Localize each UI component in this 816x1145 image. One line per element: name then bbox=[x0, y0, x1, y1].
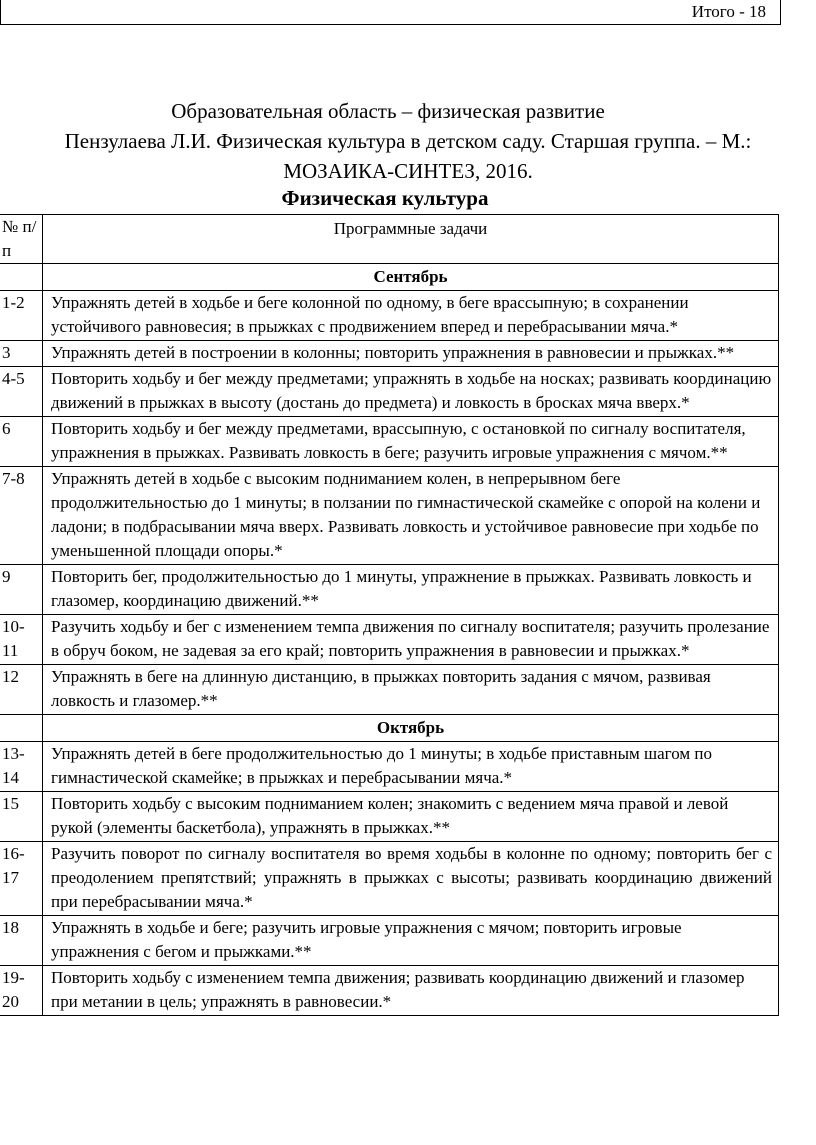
table-row bbox=[0, 565, 779, 615]
month-row bbox=[0, 715, 779, 742]
row-number: 13-14 bbox=[0, 742, 43, 792]
table-row bbox=[0, 367, 779, 417]
total-label: Итого - 18 bbox=[691, 2, 766, 21]
row-task-text: Повторить ходьбу с изменением темпа движения; развивать координацию движений и глазомер при метании в цель; упражнять в равновесии.* bbox=[43, 966, 779, 1016]
table-row bbox=[0, 467, 779, 565]
table-row bbox=[0, 665, 779, 715]
row-task-text: Упражнять детей в беге продолжительностью до 1 минуты; в ходьбе приставным шагом по гимнастической скамейке; в прыжках и перебрасывании мяча.* bbox=[43, 742, 779, 792]
table-row bbox=[0, 842, 779, 916]
row-task-text: Разучить ходьбу и бег с изменением темпа движения по сигналу воспитателя; разучить пролезание в обруч боком, не задевая за его край; повторить упражнения в равновесии и прыжках.* bbox=[43, 615, 779, 665]
row-task-text: Повторить ходьбу с высоким подниманием колен; знакомить с ведением мяча правой и левой рукой (элементы баскетбола), упражнять в прыжках.** bbox=[43, 792, 779, 842]
source-line-1: Пензулаева Л.И. Физическая культура в детском саду. Старшая группа. – М.: bbox=[64, 129, 752, 153]
row-number: 9 bbox=[0, 565, 43, 615]
col-tasks-header: Программные задачи bbox=[43, 215, 779, 264]
month-empty-cell bbox=[0, 264, 43, 291]
row-number: 3 bbox=[0, 341, 43, 367]
month-name: Октябрь bbox=[43, 715, 779, 742]
row-number: 16-17 bbox=[0, 842, 43, 916]
row-number: 12 bbox=[0, 665, 43, 715]
month-name: Сентябрь bbox=[43, 264, 779, 291]
row-number: 1-2 bbox=[0, 291, 43, 341]
row-number: 10-11 bbox=[0, 615, 43, 665]
program-tasks-table bbox=[0, 214, 779, 1016]
row-task-text: Упражнять детей в ходьбе и беге колонной по одному, в беге врассыпную; в сохранении устойчивого равновесия; в прыжках с продвижением вперед и перебрасывании мяча.* bbox=[43, 291, 779, 341]
subject-heading: Образовательная область – физическая развитие bbox=[171, 99, 605, 123]
row-task-text: Разучить поворот по сигналу воспитателя во время ходьбы в колонне по одному; повторить бег с преодолением препятствий; упражнять в прыжках с высоты; развивать координацию движений при перебрасывании мяча.* bbox=[43, 842, 779, 916]
month-row bbox=[0, 264, 779, 291]
row-number: 7-8 bbox=[0, 467, 43, 565]
row-number: 15 bbox=[0, 792, 43, 842]
source-line-2: МОЗАИКА-СИНТЕЗ, 2016. bbox=[283, 159, 533, 183]
table-row bbox=[0, 916, 779, 966]
table-row bbox=[0, 792, 779, 842]
total-box bbox=[0, 0, 781, 25]
table-header-row bbox=[0, 215, 779, 264]
row-task-text: Повторить ходьбу и бег между предметами; упражнять в ходьбе на носках; развивать координацию движений в прыжках в высоту (достань до предмета) и ловкость в бросках мяча вверх.* bbox=[43, 367, 779, 417]
table-row bbox=[0, 291, 779, 341]
table-row bbox=[0, 966, 779, 1016]
row-task-text: Упражнять в беге на длинную дистанцию, в прыжках повторить задания с мячом, развивая ловкость и глазомер.** bbox=[43, 665, 779, 715]
row-task-text: Упражнять детей в построении в колонны; повторить упражнения в равновесии и прыжках.** bbox=[43, 341, 779, 367]
row-task-text: Повторить бег, продолжительностью до 1 минуты, упражнение в прыжках. Развивать ловкость и глазомер, координацию движений.** bbox=[43, 565, 779, 615]
document-title: Физическая культура bbox=[281, 186, 489, 210]
row-task-text: Повторить ходьбу и бег между предметами, врассыпную, с остановкой по сигналу воспитателя, упражнения в прыжках. Развивать ловкость в беге; разучить игровые упражнения с мячом.** bbox=[43, 417, 779, 467]
month-empty-cell bbox=[0, 715, 43, 742]
row-number: 18 bbox=[0, 916, 43, 966]
row-task-text: Упражнять детей в ходьбе с высоким подниманием колен, в непрерывном беге продолжительностью до 1 минуты; в ползании по гимнастической скамейке с опорой на колени и ладони; в подбрасывании мяча вверх. Развивать ловкость и устойчивое равновесие при ходьбе по уменьшенной площади опоры.* bbox=[43, 467, 779, 565]
row-number: 4-5 bbox=[0, 367, 43, 417]
table-row bbox=[0, 341, 779, 367]
table-row bbox=[0, 742, 779, 792]
row-task-text: Упражнять в ходьбе и беге; разучить игровые упражнения с мячом; повторить игровые упражнения с бегом и прыжками.** bbox=[43, 916, 779, 966]
col-num-header: № п/п bbox=[0, 215, 43, 264]
row-number: 6 bbox=[0, 417, 43, 467]
table-row bbox=[0, 615, 779, 665]
row-number: 19-20 bbox=[0, 966, 43, 1016]
table-row bbox=[0, 417, 779, 467]
